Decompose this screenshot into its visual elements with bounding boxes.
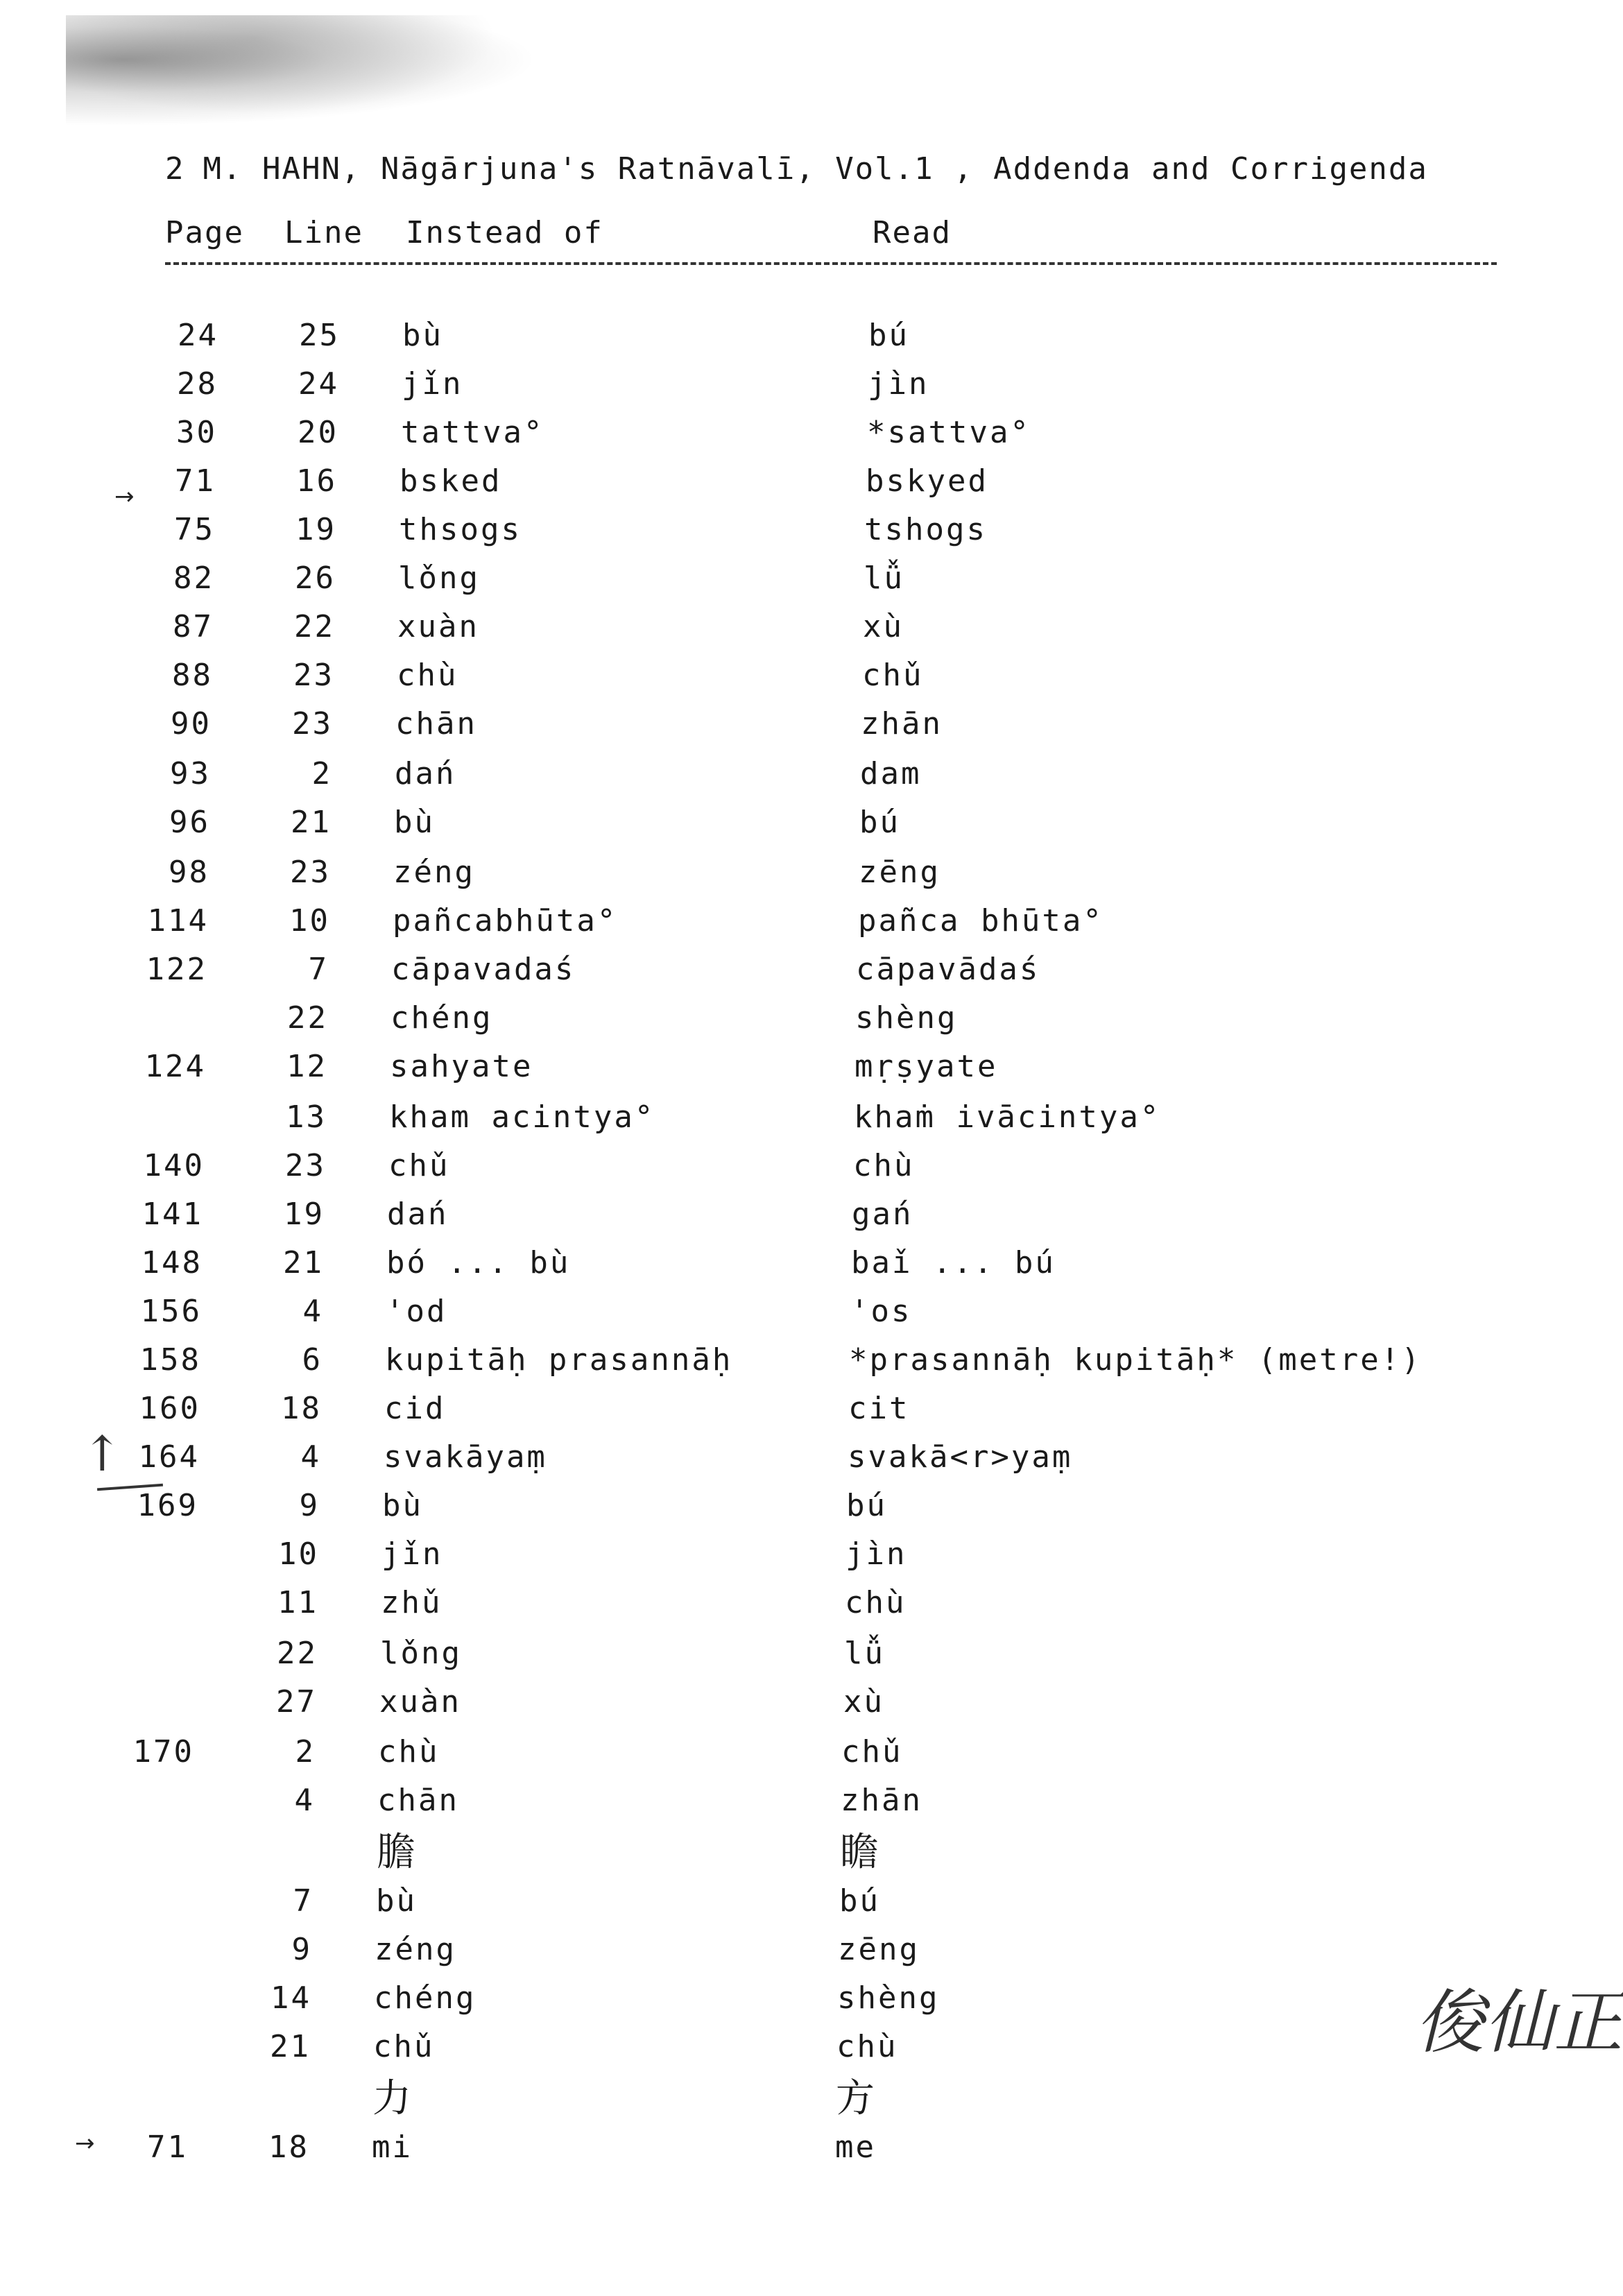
cell-page: 98 <box>169 855 209 890</box>
table-row <box>0 1294 1623 1342</box>
cell-page: 141 <box>141 1197 203 1232</box>
table-row <box>0 1980 1623 2029</box>
cell-read: lǚ <box>864 560 904 596</box>
cell-page: 124 <box>144 1049 206 1084</box>
cell-read: baǐ ... bú <box>851 1245 1056 1280</box>
table-row <box>0 2029 1623 2077</box>
cell-instead-of: dań <box>395 756 456 791</box>
cell-line: 25 <box>299 318 340 353</box>
table-row <box>0 1734 1623 1783</box>
cell-instead-of: chù <box>378 1734 440 1770</box>
margin-arrow-icon: → <box>114 483 137 511</box>
cell-instead-of: kupitāḥ prasannāḥ <box>385 1342 733 1378</box>
table-row <box>0 658 1623 706</box>
cell-read: zhān <box>861 706 943 742</box>
column-header-page: Page <box>165 215 244 250</box>
cell-read: xù <box>863 609 904 644</box>
cell-page: 122 <box>146 952 207 987</box>
table-row <box>0 1197 1623 1245</box>
table-row <box>0 463 1623 512</box>
table-row <box>0 1536 1623 1585</box>
cell-page: 156 <box>140 1294 202 1329</box>
cell-read: shèng <box>855 1000 958 1036</box>
cell-instead-of: chù <box>397 658 458 693</box>
cell-page: 114 <box>147 903 209 939</box>
cell-line: 23 <box>290 855 331 890</box>
cell-read: bskyed <box>866 463 988 499</box>
cell-line: 21 <box>291 805 332 840</box>
cell-page: 170 <box>132 1734 194 1770</box>
cell-read: svakā<r>yaṃ <box>848 1439 1073 1475</box>
table-row <box>0 1245 1623 1294</box>
cell-instead-of: dań <box>387 1197 449 1232</box>
table-row <box>0 1148 1623 1197</box>
table-row <box>0 903 1623 952</box>
cell-line: 27 <box>276 1684 317 1720</box>
table-row <box>0 756 1623 805</box>
cell-page: 90 <box>171 706 212 742</box>
cell-instead-of: bó ... bù <box>386 1245 571 1280</box>
cell-instead-of: mi <box>372 2130 413 2165</box>
table-row <box>0 512 1623 560</box>
handwritten-up-arrow: ↑ <box>82 1425 123 1482</box>
cell-read: cit <box>848 1391 910 1426</box>
cell-read: *sattva° <box>867 415 1031 450</box>
cell-instead-of: xuàn <box>397 609 479 644</box>
cell-instead-of: chéng <box>390 1000 493 1036</box>
scan-smudge <box>66 15 538 126</box>
cell-read: gań <box>852 1197 913 1232</box>
table-row <box>0 952 1623 1000</box>
cell-page: 24 <box>178 318 218 353</box>
cell-read: me <box>835 2130 876 2165</box>
cell-read: bú <box>846 1488 887 1523</box>
cell-read: tshogs <box>864 512 987 547</box>
cell-line: 16 <box>296 463 337 499</box>
cell-instead-of: chǔ <box>373 2029 435 2064</box>
cell-read: 'os <box>850 1294 912 1329</box>
cell-instead-of: jǐn <box>402 366 463 402</box>
table-row <box>0 560 1623 609</box>
cell-instead-of: chān <box>395 706 477 742</box>
cell-page: 87 <box>173 609 214 644</box>
cell-line: 26 <box>295 560 336 596</box>
table-row <box>0 1831 1623 1880</box>
table-row <box>0 1585 1623 1634</box>
cell-line: 7 <box>293 1883 314 1919</box>
cell-read: 方 <box>836 2076 877 2121</box>
table-row <box>0 609 1623 658</box>
table-row <box>0 1342 1623 1391</box>
cell-read: zēng <box>859 855 941 890</box>
cell-page: 164 <box>138 1439 200 1475</box>
cell-line: 7 <box>308 952 329 987</box>
cell-read: *prasannāḥ kupitāḥ* (metre!) <box>849 1342 1422 1378</box>
cell-instead-of: jǐn <box>381 1536 443 1572</box>
cell-read: 瞻 <box>840 1830 881 1875</box>
cell-read: dam <box>860 756 922 791</box>
cell-line: 10 <box>278 1536 319 1572</box>
cell-read: cāpavādaś <box>856 952 1040 987</box>
cell-instead-of: zhǔ <box>381 1585 443 1620</box>
cell-page: 169 <box>137 1488 198 1523</box>
cell-page: 82 <box>173 560 214 596</box>
cell-line: 21 <box>283 1245 324 1280</box>
cell-read: zhān <box>841 1783 922 1818</box>
cell-read: zēng <box>838 1932 920 1967</box>
cell-line: 24 <box>298 366 339 402</box>
cell-instead-of: cid <box>384 1391 446 1426</box>
cell-instead-of: bù <box>402 318 443 353</box>
handwritten-margin-note: 俊仙正 <box>1415 1982 1623 2063</box>
cell-read: chù <box>853 1148 915 1183</box>
cell-read: chù <box>845 1585 907 1620</box>
page-number: 2 <box>165 151 185 187</box>
cell-page: 160 <box>139 1391 200 1426</box>
cell-page: 140 <box>143 1148 205 1183</box>
cell-read: jìn <box>845 1536 907 1572</box>
cell-line: 18 <box>281 1391 322 1426</box>
table-row <box>0 1099 1623 1148</box>
table-row <box>0 1636 1623 1684</box>
cell-page: 96 <box>169 805 210 840</box>
cell-line: 4 <box>300 1439 321 1475</box>
cell-line: 23 <box>285 1148 326 1183</box>
table-row <box>0 1439 1623 1488</box>
table-row <box>0 1883 1623 1932</box>
table-row <box>0 1932 1623 1980</box>
header-rule <box>165 262 1497 265</box>
cell-read: chǔ <box>862 658 924 693</box>
cell-line: 20 <box>298 415 338 450</box>
table-row <box>0 1391 1623 1439</box>
table-row <box>0 366 1623 415</box>
cell-instead-of: chān <box>377 1783 459 1818</box>
cell-line: 2 <box>311 756 332 791</box>
cell-read: chǔ <box>841 1734 903 1770</box>
cell-line: 21 <box>270 2029 311 2064</box>
cell-line: 14 <box>270 1980 311 2016</box>
cell-read: mṛṣyate <box>855 1049 998 1084</box>
cell-line: 23 <box>293 658 334 693</box>
cell-page: 158 <box>139 1342 201 1378</box>
cell-line: 4 <box>294 1783 315 1818</box>
table-row <box>0 2077 1623 2126</box>
cell-instead-of: 膽 <box>377 1830 418 1875</box>
table-row <box>0 1488 1623 1536</box>
cell-read: bú <box>868 318 909 353</box>
cell-line: 22 <box>287 1000 328 1036</box>
cell-line: 9 <box>291 1932 312 1967</box>
column-header-line: Line <box>284 215 363 250</box>
cell-instead-of: bsked <box>400 463 502 499</box>
cell-instead-of: chéng <box>374 1980 476 2016</box>
cell-read: khaṁ ivācintya° <box>854 1099 1161 1135</box>
cell-line: 11 <box>277 1585 318 1620</box>
cell-instead-of: zéng <box>375 1932 456 1967</box>
cell-read: bú <box>839 1883 880 1919</box>
cell-instead-of: sahyate <box>390 1049 533 1084</box>
table-row <box>0 1000 1623 1049</box>
cell-line: 22 <box>277 1636 318 1671</box>
cell-instead-of: lǒng <box>380 1636 462 1671</box>
cell-read: jìn <box>868 366 929 402</box>
cell-instead-of: 力 <box>372 2076 413 2121</box>
cell-instead-of: 'od <box>386 1294 447 1329</box>
cell-line: 19 <box>284 1197 325 1232</box>
cell-instead-of: thsogs <box>399 512 522 547</box>
cell-page: 28 <box>177 366 218 402</box>
cell-instead-of: tattva° <box>401 415 544 450</box>
cell-line: 12 <box>286 1049 327 1084</box>
cell-line: 13 <box>286 1099 327 1135</box>
cell-instead-of: pañcabhūta° <box>393 903 618 939</box>
cell-page: 148 <box>141 1245 203 1280</box>
cell-instead-of: bù <box>382 1488 423 1523</box>
cell-instead-of: xuàn <box>379 1684 461 1720</box>
cell-read: chù <box>836 2029 898 2064</box>
cell-instead-of: lǒng <box>398 560 480 596</box>
cell-read: shèng <box>837 1980 940 2016</box>
cell-page: 71 <box>175 463 216 499</box>
table-row <box>0 706 1623 755</box>
cell-page: 30 <box>176 415 217 450</box>
cell-line: 19 <box>295 512 336 547</box>
cell-read: lǚ <box>844 1636 885 1671</box>
cell-line: 10 <box>289 903 330 939</box>
column-header-read: Read <box>873 215 952 250</box>
cell-read: xù <box>843 1684 884 1720</box>
table-row <box>0 1783 1623 1831</box>
cell-instead-of: chǔ <box>388 1148 450 1183</box>
table-row <box>0 855 1623 903</box>
cell-instead-of: kham acintya° <box>389 1099 655 1135</box>
cell-line: 6 <box>302 1342 323 1378</box>
page-header <box>165 151 1446 187</box>
cell-line: 22 <box>294 609 335 644</box>
cell-read: pañca bhūta° <box>858 903 1104 939</box>
cell-instead-of: svakāyaṃ <box>384 1439 547 1475</box>
cell-page: 75 <box>174 512 215 547</box>
cell-page: 88 <box>172 658 213 693</box>
cell-page: 93 <box>170 756 211 791</box>
cell-line: 23 <box>292 706 333 742</box>
margin-arrow-icon: → <box>75 2130 97 2157</box>
table-row <box>0 2130 1623 2178</box>
cell-line: 2 <box>295 1734 316 1770</box>
cell-line: 18 <box>268 2130 309 2165</box>
table-row <box>0 1049 1623 1097</box>
cell-read: bú <box>859 805 900 840</box>
column-header-instead-of: Instead of <box>406 215 603 250</box>
cell-instead-of: bù <box>376 1883 417 1919</box>
cell-page: 71 <box>147 2130 188 2165</box>
cell-instead-of: zéng <box>393 855 475 890</box>
cell-instead-of: cāpavadaś <box>391 952 576 987</box>
document-title: M. HAHN, Nāgārjuna's Ratnāvalī, Vol.1 , Addenda and Corrigenda <box>203 151 1428 187</box>
table-row <box>0 318 1623 366</box>
table-row <box>0 415 1623 463</box>
table-row <box>0 1684 1623 1733</box>
cell-instead-of: bù <box>394 805 435 840</box>
cell-line: 4 <box>302 1294 323 1329</box>
table-row <box>0 805 1623 853</box>
cell-line: 9 <box>299 1488 320 1523</box>
